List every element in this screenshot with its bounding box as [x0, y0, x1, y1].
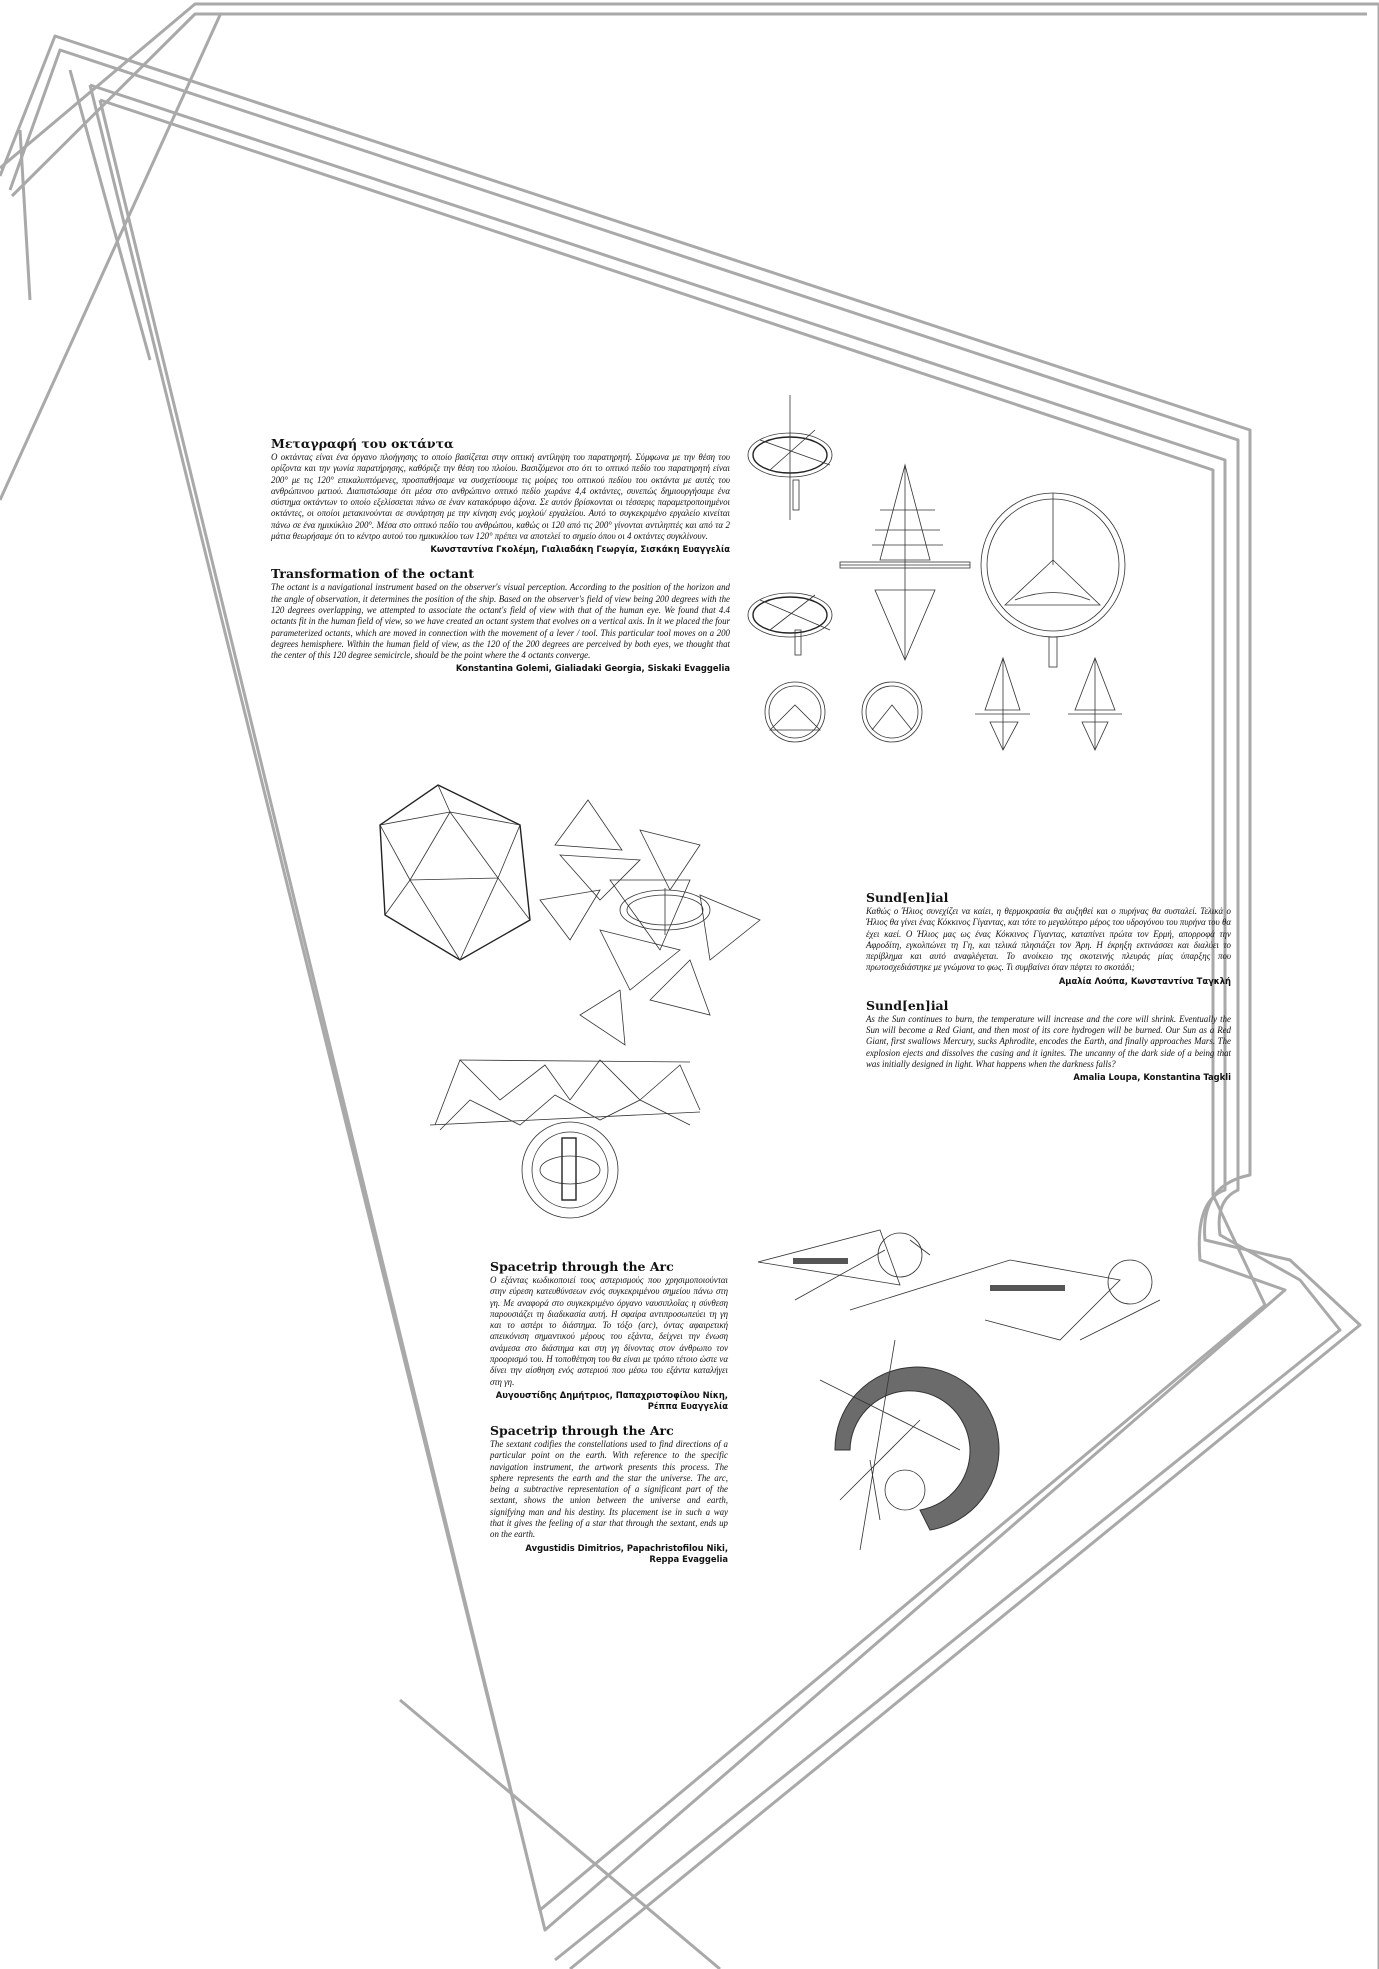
octant-title-greek: Μεταγραφή του οκτάντα	[271, 436, 454, 451]
octant-authors-greek: Κωνσταντίνα Γκολέμη, Γιαλιαδάκη Γεωργία, Σισκάκη Ευαγγελία	[430, 544, 730, 555]
octant-authors-english: Konstantina Golemi, Gialiadaki Georgia, Siskaki Evaggelia	[455, 663, 730, 674]
sundenial-drawings	[380, 785, 760, 1218]
octant-drawings	[748, 395, 1125, 750]
spacetrip-title-greek: Spacetrip through the Arc	[490, 1259, 674, 1274]
spacetrip-title-english: Spacetrip through the Arc	[490, 1422, 674, 1438]
spacetrip-body-greek: Ο εξάντας κωδικοποιεί τους αστερισμούς που χρησιμοποιούνται στην εύρεση κατευθύνσεων ενός συγκεκριμένου σημείου πάνω στη γη. Με αναφορά στο συγκεκριμένο όργανο ναυσιπλοΐας η σύνθεση παρουσιάζει τη διαδικασία αυτή. Η σφαίρα αντιπροσωπεύει τη γη και το αστέρι το διάστημα. Το τόξο (arc), όντας αφαιρετική απεικόνιση σημαντικού μέρους του εξάντα, δείχνει την ένωση ανάμεσα στο διάστημα και στη γη δίνοντας στον άνθρωπο τον προορισμό του. Η τοποθέτηση του θα είναι με τρόπο τέτοιο ώστε να δίνει την αίσθηση ενός αστεριού που μέσω του εξάντα καταλήγει στη γη.	[490, 1275, 728, 1387]
spacetrip-authors-greek-1: Αυγουστίδης Δημήτριος, Παπαχριστοφίλου Νίκη,	[495, 1389, 728, 1400]
spacetrip-authors-english-1: Avgustidis Dimitrios, Papachristofilou Niki,	[525, 1542, 728, 1553]
octant-title-english: Transformation of the octant	[271, 566, 475, 582]
sundenial-authors-greek: Αμαλία Λούπα, Κωνσταντίνα Ταγκλή	[1058, 975, 1231, 986]
octant-text-block	[271, 436, 730, 674]
sundenial-body-greek: Καθώς ο Ήλιος συνεχίζει να καίει, η θερμοκρασία θα αυξηθεί και ο πυρήνας θα συσταλεί. Τελικά ο Ήλιος θα γίνει ένας Κόκκινος Γίγαντας, και τότε το μεγαλύτερο μέρος του υδρογόνου του πυρήνα του θα έχει καεί. Ο Ήλιος μας ως ένας Κόκκινος Γίγαντας, καταπίνει πρώτα τον Ερμή, απορροφά την Αφροδίτη, εγκολπώνει τη Γη, και τελικά πλησιάζει τον Άρη. Η έκρηξη εκτινάσσει και διαλύει το περίβλημα και αυτό αναφλέγεται. Το ανοίκειο της σκοτεινής πλευράς μίας ύπαρξης που πρωτοσχεδιάστηκε με γνώμονα το φως. Τι συμβαίνει όταν πέφτει το σκοτάδι;	[866, 906, 1231, 973]
octant-body-greek: Ο οκτάντας είναι ένα όργανο πλοήγησης το οποίο βασίζεται στην οπτική αντίληψη του παρατηρητή. Σύμφωνα με την θέση του ορίζοντα και την γωνία παρατήρησης, καθόριζε την θέση του πλοίου. Βασιζόμενοι στο ότι το οπτικό πεδίο του παρατηρητή είναι 200° με τις 120° επικαλυπτόμενες, προσπαθήσαμε να συσχετίσουμε τις μοίρες του οπτικού πεδίου του οκτάντα με αυτές του ανθρώπινου ματιού. Διαπιστώσαμε ότι μέσα στο ανθρώπινο οπτικό πεδίο χωράνε 4,4 οκτάντες, συνεπώς δημιουργήσαμε ένα σύστημα οκτάντων το οποίο εξελίσσεται πάνω σε έναν κατακόρυφο άξονα. Σε αυτόν βρίσκονται οι τέσσερις παραμετροποιημένοι οκτάντες, οι οποίοι μετακινούνται σε συνάρτηση με την κίνηση ενός μοχλού/ εργαλείου. Αυτό το συγκεκριμένο εργαλείο κινείται πάνω σε ένα ημικύκλιο 200°. Μέσα στο οπτικό πεδίο του ανθρώπου, καθώς οι 120 από τις 200° γίνονται αντιληπτές και από τα 2 μάτια θεωρήσαμε ότι το κέντρο αυτού του ημικυκλίου των 120° πρέπει να αποτελεί το σημείο όπου οι 4 οκτάντες συγκλίνουν.	[271, 452, 730, 542]
sundenial-body-english: As the Sun continues to burn, the temperature will increase and the core will shrink. Eventually the Sun will become a Red Giant, and then most of its core hydrogen will be burned. Our Sun as a Red Giant, first swallows Mercury, sucks Aphrodite, encodes the Earth, and finally approaches Mars. The explosion ejects and dissolves the casing and it ignites. The uncanny of the dark side of a being that was initially designed in light. What happens when the darkness falls?	[866, 1013, 1231, 1069]
spacetrip-body-english: The sextant codifies the constellations used to find directions of a particular point on the earth. With reference to the specific navigation instrument, the artwork presents this process. The sphere represents the earth and the star the universe. The arc, being a subtractive representation of a significant part of the sextant, shows the union between the universe and earth, signifying man and his destiny. Its placement ise in such a way that it gives the feeling of a star that through the sextant, ends up on the earth.	[490, 1438, 728, 1540]
sundenial-authors-english: Amalia Loupa, Konstantina Tagkli	[1073, 1072, 1231, 1083]
octant-body-english: The octant is a navigational instrument based on the observer's visual perception. According to the position of the horizon and the angle of observation, it determines the position of the ship. Based on the observer's field of view being 200 degrees with the 120 degrees overlapping, we attempted to associate the octant's field of view with that of the human eye. We found that 4.4 octants fit in the human field of view, so we have created an octant system that evolves on a vertical axis. In it we placed the four parameterized octants, which are moved in connection with the movement of a lever / tool. This particular tool moves on a 200 degrees hemisphere. Within the human field of view, as the 120 of the 200 degrees are perceived by both eyes, we thought that the center of this 120 degree semicircle, should be the point where the 4 octants converge.	[271, 582, 730, 661]
spacetrip-drawings	[758, 1230, 1160, 1550]
spacetrip-authors-english-2: Reppa Evaggelia	[649, 1553, 728, 1564]
sundenial-title-greek: Sund[en]ial	[866, 890, 949, 905]
sundenial-text-block	[866, 890, 1231, 1083]
sundenial-title-english: Sund[en]ial	[866, 997, 949, 1013]
spacetrip-authors-greek-2: Ρέππα Ευαγγελία	[647, 1400, 728, 1411]
spacetrip-text-block	[490, 1259, 728, 1565]
